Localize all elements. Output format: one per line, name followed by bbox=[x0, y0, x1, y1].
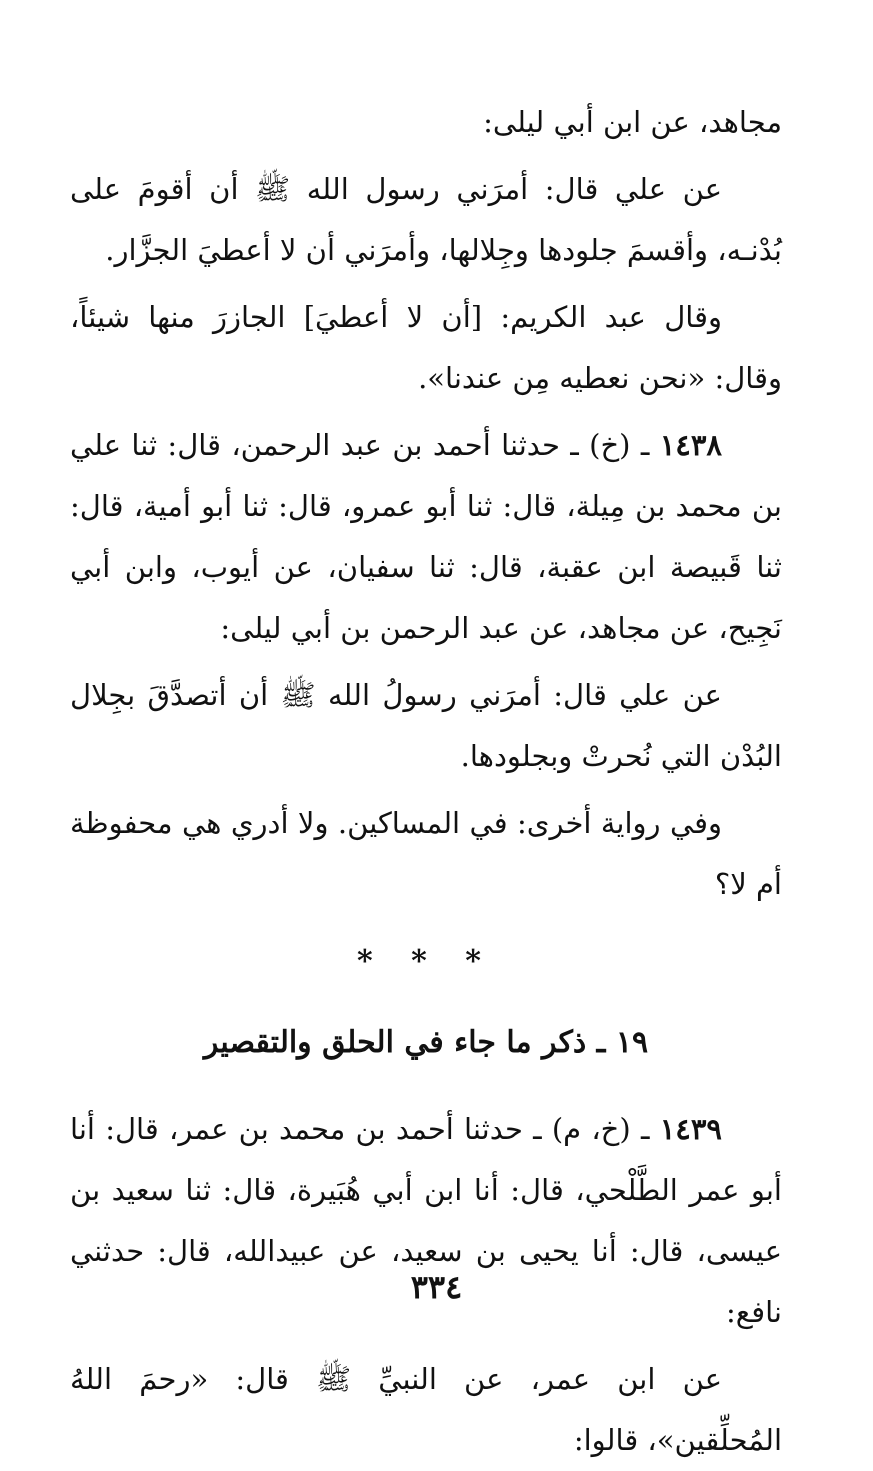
page-number: ٣٣٤ bbox=[410, 1268, 463, 1306]
hadith-number: ١٤٣٩ bbox=[659, 1112, 722, 1146]
paragraph-3: وقال عبد الكريم: [أن لا أعطيَ] الجازرَ منها شيئاً، وقال: «نحن نعطيه مِن عندنا». bbox=[70, 300, 782, 395]
page-body bbox=[70, 92, 782, 1471]
hadith-number: ١٤٣٨ bbox=[659, 428, 722, 462]
hadith-1439 bbox=[70, 1099, 782, 1343]
paragraph-1: مجاهد، عن ابن أبي ليلى: bbox=[483, 105, 782, 139]
section-separator: * * * bbox=[357, 944, 495, 979]
paragraph-6: وفي رواية أخرى: في المساكين. ولا أدري هي محفوظة أم لا؟ bbox=[70, 806, 782, 901]
section-heading: ١٩ ـ ذكر ما جاء في الحلق والتقصير bbox=[203, 1025, 649, 1060]
hadith-text: ـ (خ، م) ـ حدثنا أحمد بن محمد بن عمر، قال: أنا أبو عمر الطَّلْحي، قال: أنا ابن أبي هُبَيرة، قال: ثنا سعيد بن عيسى، قال: أنا يحيى بن سعيد، عن عبيدالله، قال: حدثني نافع: bbox=[70, 1112, 782, 1329]
paragraph-8: عن ابن عمر، عن النبيِّ ﷺ قال: «رحمَ اللهُ المُحلِّقين»، قالوا: bbox=[70, 1362, 782, 1457]
hadith-1438 bbox=[70, 415, 782, 659]
paragraph-5: عن علي قال: أمرَني رسولُ الله ﷺ أن أتصدَّقَ بجِلال البُدْن التي نُحرتْ وبجلودها. bbox=[70, 678, 782, 773]
paragraph-2: عن علي قال: أمرَني رسول الله ﷺ أن أقومَ على بُدْنـه، وأقسمَ جلودها وجِلالها، وأمرَني أن لا أعطيَ الجزَّار. bbox=[70, 172, 782, 267]
hadith-text: ـ (خ) ـ حدثنا أحمد بن عبد الرحمن، قال: ثنا علي بن محمد بن مِيلة، قال: ثنا أبو عمرو، قال: ثنا أبو أمية، قال: ثنا قَبيصة ابن عقبة، قال: ثنا سفيان، عن أيوب، وابن أبي نَجِيح، عن مجاهد، عن عبد الرحمن بن أبي ليلى: bbox=[70, 428, 782, 645]
